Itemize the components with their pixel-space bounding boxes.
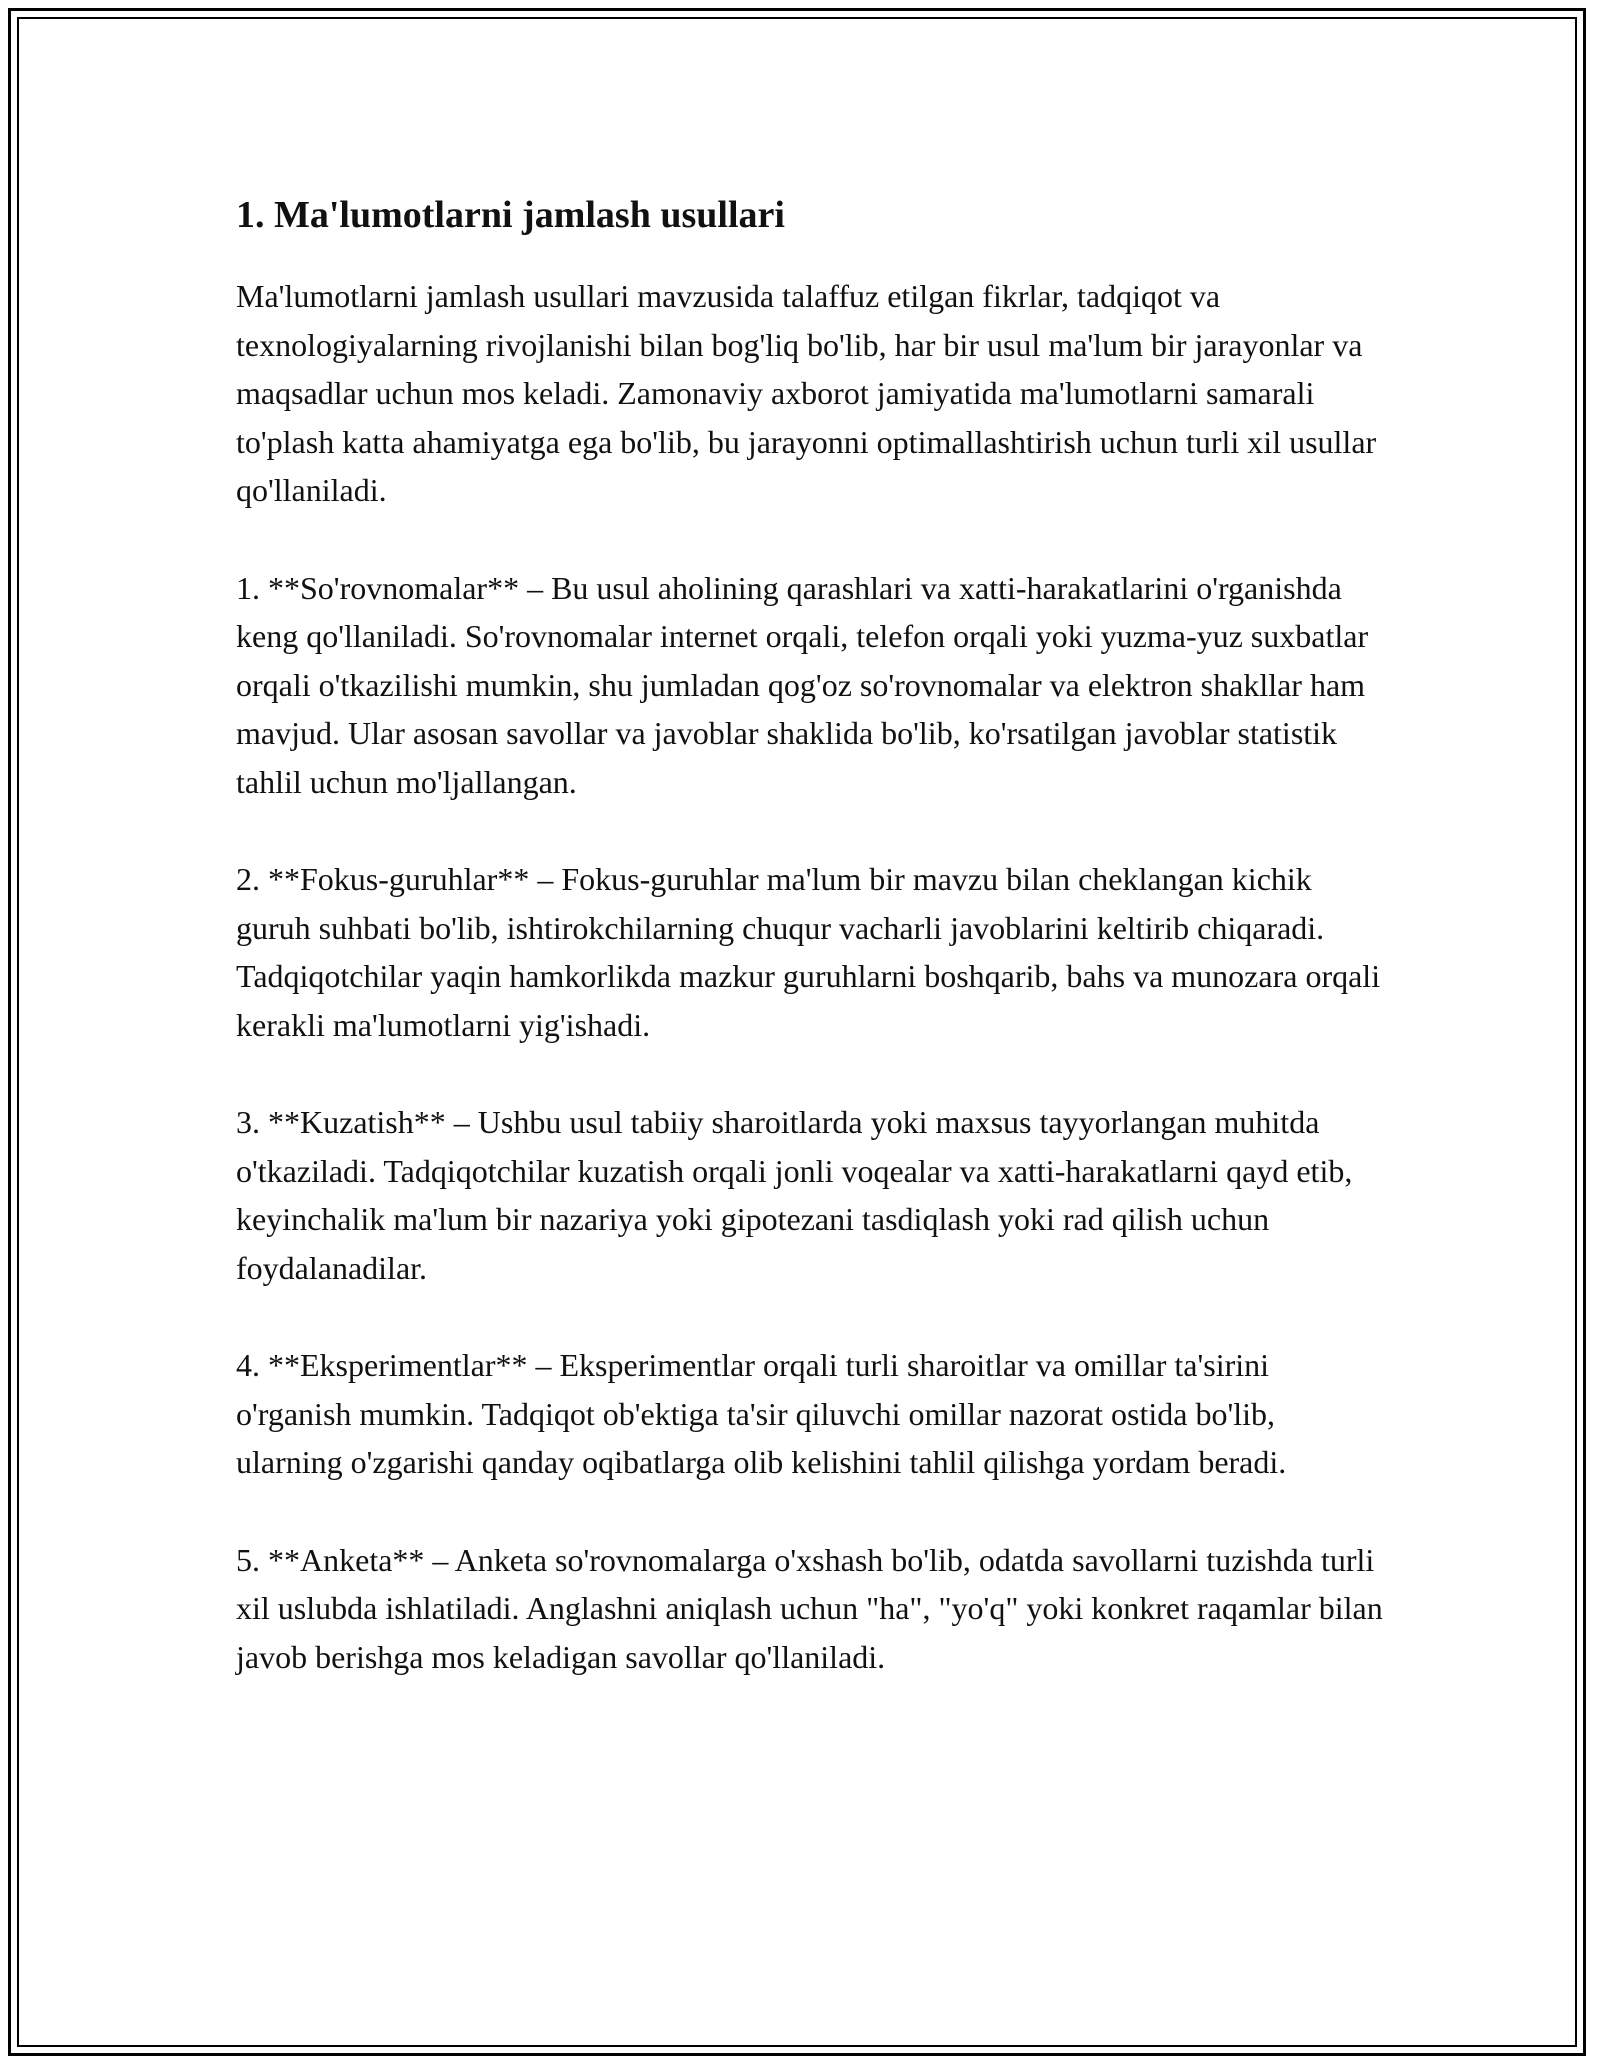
document-title: 1. Ma'lumotlarni jamlash usullari <box>236 194 785 236</box>
paragraph-questionnaire: 5. **Anketa** – Anketa so'rovnomalarga o'xshash bo'lib, odatda savollarni tuzishda turli xil uslubda ishlatiladi. Anglashni aniqlash uchun "ha", "yo'q" yoki konkret raqamlar bilan javob berishga mos keladigan savollar qo'llaniladi. <box>236 1541 1383 1675</box>
paragraph-observation: 3. **Kuzatish** – Ushbu usul tabiiy sharoitlarda yoki maxsus tayyorlangan muhitda o'tkaziladi. Tadqiqotchilar kuzatish orqali jonli voqealar va xatti-harakatlarni qayd etib, keyinchalik ma'lum bir nazariya yoki gipotezani tasdiqlash yoki rad qilish uchun foydalanadilar. <box>236 1104 1353 1286</box>
paragraph-focus-groups: 2. **Fokus-guruhlar** – Fokus-guruhlar ma'lum bir mavzu bilan cheklangan kichik guruh suhbati bo'lib, ishtirokchilarning chuqur vacharli javoblarini keltirib chiqaradi. Tadqiqotchilar yaqin hamkorlikda mazkur guruhlarni boshqarib, bahs va munozara orqali kerakli ma'lumotlarni yig'ishadi. <box>236 861 1381 1043</box>
document-body <box>236 188 1386 1730</box>
paragraph-surveys: 1. **So'rovnomalar** – Bu usul aholining qarashlari va xatti-harakatlarini o'rganishda keng qo'llaniladi. So'rovnomalar internet orqali, telefon orqali yoki yuzma-yuz suxbatlar orqali o'tkazilishi mumkin, shu jumladan qog'oz so'rovnomalar va elektron shakllar ham mavjud. Ular asosan savollar va javoblar shaklida bo'lib, ko'rsatilgan javoblar statistik tahlil uchun mo'ljallangan. <box>236 569 1369 800</box>
paragraph-experiments: 4. **Eksperimentlar** – Eksperimentlar orqali turli sharoitlar va omillar ta'sirini o'rganish mumkin. Tadqiqot ob'ektiga ta'sir qiluvchi omillar nazorat ostida bo'lib, ularning o'zgarishi qanday oqibatlarga olib kelishini tahlil qilishga yordam beradi. <box>236 1347 1287 1480</box>
intro-paragraph: Ma'lumotlarni jamlash usullari mavzusida talaffuz etilgan fikrlar, tadqiqot va texnologiyalarning rivojlanishi bilan bog'liq bo'lib, har bir usul ma'lum bir jarayonlar va maqsadlar uchun mos keladi. Zamonaviy axborot jamiyatida ma'lumotlarni samarali to'plash katta ahamiyatga ega bo'lib, bu jarayonni optimallashtirish uchun turli xil usullar qo'llaniladi. <box>236 278 1377 508</box>
